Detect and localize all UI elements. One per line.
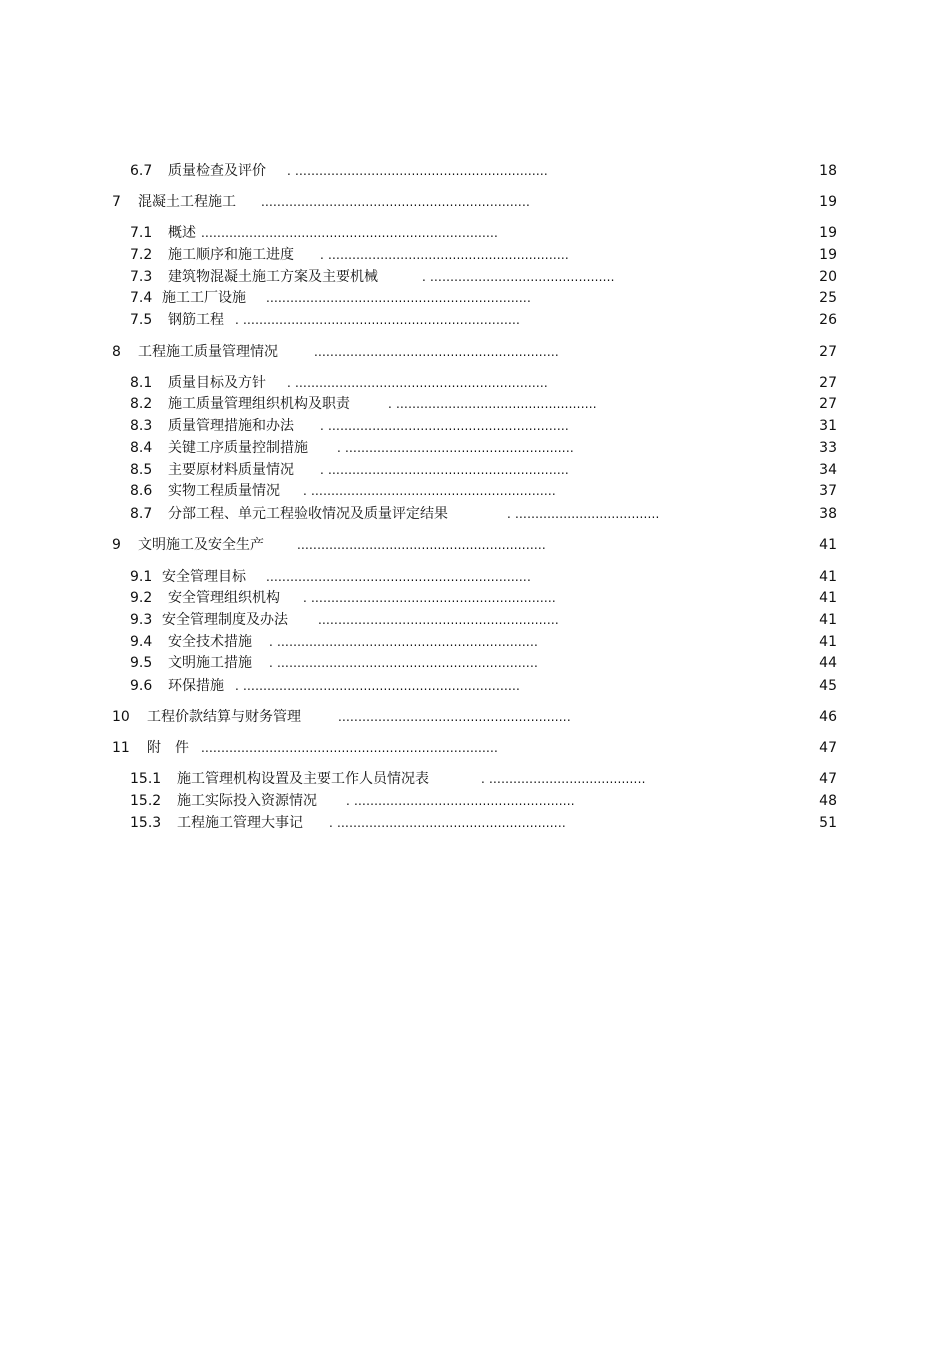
toc-entry-title: 施工质量管理组织机构及职责 [168,396,350,412]
toc-entry-number: 8.2 [130,396,153,412]
toc-entry-page: 18 [819,163,837,179]
toc-entry-page: 47 [819,740,837,756]
toc-entry-page: 20 [819,269,837,285]
toc-entry [0,481,950,501]
toc-entry-leader: .................................................................. [266,291,531,305]
toc-entry [0,342,950,362]
toc-entry-title: 主要原材料质量情况 [168,462,294,478]
toc-entry-title: 钢筋工程 [168,312,224,328]
toc-entry-page: 41 [819,569,837,585]
toc-entry [0,769,950,789]
toc-entry [0,567,950,587]
toc-entry-leader: ............................................................ [318,613,559,627]
toc-entry-page: 26 [819,312,837,328]
toc-entry-number: 7 [112,194,121,210]
toc-entry [0,813,950,833]
toc-entry-page: 19 [819,225,837,241]
toc-entry-title: 施工顺序和施工进度 [168,247,294,263]
toc-entry-title: 质量目标及方针 [168,375,266,391]
toc-entry-leader: . ..................................................................... [235,679,521,693]
toc-entry-leader: . ............................................................. [303,484,556,498]
toc-entry-page: 38 [819,506,837,522]
toc-entry-number: 7.2 [130,247,153,263]
toc-entry-page: 41 [819,612,837,628]
toc-entry [0,653,950,673]
toc-entry-leader: .............................................................. [297,538,546,552]
toc-entry-leader: . ............................................................. [303,591,556,605]
toc-entry [0,223,950,243]
toc-entry-title: 安全管理制度及办法 [162,612,288,628]
toc-entry [0,438,950,458]
toc-entry-leader: .................................................................. [266,570,531,584]
toc-entry-title: 工程价款结算与财务管理 [147,709,301,725]
toc-entry-page: 51 [819,815,837,831]
toc-entry-number: 9.1 [130,569,153,585]
toc-entry [0,610,950,630]
toc-entry-leader: . ............................................................ [320,463,569,477]
toc-entry-leader: . .................................................. [388,397,597,411]
toc-entry-leader: . ....................................................... [346,794,575,808]
toc-entry-page: 27 [819,375,837,391]
toc-entry-number: 10 [112,709,130,725]
toc-entry-title: 环保措施 [168,678,224,694]
toc-entry [0,632,950,652]
toc-entry-page: 37 [819,483,837,499]
toc-entry-number: 7.1 [130,225,153,241]
toc-entry-number: 9.2 [130,590,153,606]
toc-entry-number: 9.4 [130,634,153,650]
toc-entry-number: 8.4 [130,440,153,456]
toc-entry-number: 15.3 [130,815,162,831]
toc-entry-title: 安全技术措施 [168,634,252,650]
toc-entry-number: 7.4 [130,290,153,306]
toc-entry-leader: . ............................................................... [287,164,548,178]
toc-entry-page: 41 [819,590,837,606]
toc-entry-leader: . .............................................. [422,270,615,284]
toc-entry-page: 27 [819,396,837,412]
toc-entry-leader: . ..................................................................... [235,313,521,327]
toc-entry-page: 46 [819,709,837,725]
toc-entry-title: 施工管理机构设置及主要工作人员情况表 [177,771,429,787]
toc-entry-number: 9.5 [130,655,153,671]
toc-entry-number: 8.7 [130,506,153,522]
toc-entry-leader: . ............................................................... [287,376,548,390]
toc-entry-title: 文明施工措施 [168,655,252,671]
toc-entry-number: 8.6 [130,483,153,499]
toc-entry-leader: .......................................................................... [201,741,499,755]
toc-entry-page: 47 [819,771,837,787]
toc-entry-number: 7.5 [130,312,153,328]
toc-entry-page: 34 [819,462,837,478]
toc-entry-title: 建筑物混凝土施工方案及主要机械 [168,269,378,285]
toc-entry-page: 41 [819,634,837,650]
toc-entry-title: 施工实际投入资源情况 [177,793,317,809]
toc-entry [0,245,950,265]
toc-entry-title: 工程施工管理大事记 [177,815,303,831]
toc-entry [0,676,950,696]
toc-entry-number: 9.3 [130,612,153,628]
toc-entry [0,310,950,330]
toc-entry-number: 9.6 [130,678,153,694]
toc-entry-title: 安全管理目标 [162,569,246,585]
toc-entry-title: 文明施工及安全生产 [138,537,264,553]
toc-entry-page: 19 [819,247,837,263]
toc-entry [0,288,950,308]
toc-entry-number: 15.2 [130,793,162,809]
toc-entry [0,373,950,393]
toc-entry [0,791,950,811]
toc-entry-title: 工程施工质量管理情况 [138,344,278,360]
toc-entry-title: 分部工程、单元工程验收情况及质量评定结果 [168,506,448,522]
toc-entry-leader: .......................................................................... [201,226,499,240]
toc-entry-leader: . ......................................................... [337,441,574,455]
toc-entry-leader: ................................................................... [261,195,530,209]
toc-entry-page: 41 [819,537,837,553]
toc-entry-page: 19 [819,194,837,210]
toc-entry-leader: . ................................................................. [269,656,538,670]
toc-entry [0,394,950,414]
toc-entry-leader: . .................................... [507,507,660,521]
toc-entry-number: 8.3 [130,418,153,434]
toc-entry-number: 9 [112,537,121,553]
toc-entry-leader: . ............................................................ [320,248,569,262]
toc-entry-title: 关键工序质量控制措施 [168,440,308,456]
toc-entry-number: 15.1 [130,771,162,787]
toc-entry-page: 48 [819,793,837,809]
toc-entry-number: 7.3 [130,269,153,285]
toc-entry-title: 概述 [168,225,196,241]
toc-entry-title: 质量检查及评价 [168,163,266,179]
toc-entry [0,504,950,524]
toc-entry [0,588,950,608]
toc-entry-title: 附 件 [147,740,189,756]
toc-entry-number: 8.1 [130,375,153,391]
toc-entry-page: 33 [819,440,837,456]
toc-entry-leader: . ............................................................ [320,419,569,433]
toc-entry-page: 25 [819,290,837,306]
toc-entry-leader: . ......................................................... [329,816,566,830]
toc-entry-title: 施工工厂设施 [162,290,246,306]
toc-entry-number: 8.5 [130,462,153,478]
toc-entry-title: 实物工程质量情况 [168,483,280,499]
toc-entry [0,460,950,480]
toc-entry-title: 混凝土工程施工 [138,194,236,210]
toc-entry [0,416,950,436]
toc-entry-number: 8 [112,344,121,360]
toc-entry [0,192,950,212]
toc-entry-title: 质量管理措施和办法 [168,418,294,434]
toc-entry [0,707,950,727]
toc-entry-page: 44 [819,655,837,671]
toc-entry [0,738,950,758]
toc-entry-number: 11 [112,740,130,756]
toc-entry-page: 31 [819,418,837,434]
toc-entry-leader: ............................................................. [314,345,559,359]
toc-entry [0,267,950,287]
toc-entry-leader: . ....................................... [481,772,646,786]
toc-entry-title: 安全管理组织机构 [168,590,280,606]
toc-entry-leader: .......................................................... [338,710,571,724]
toc-entry-number: 6.7 [130,163,153,179]
toc-entry [0,535,950,555]
toc-entry-leader: . ................................................................. [269,635,538,649]
toc-entry-page: 27 [819,344,837,360]
toc-entry-page: 45 [819,678,837,694]
toc-entry [0,161,950,181]
